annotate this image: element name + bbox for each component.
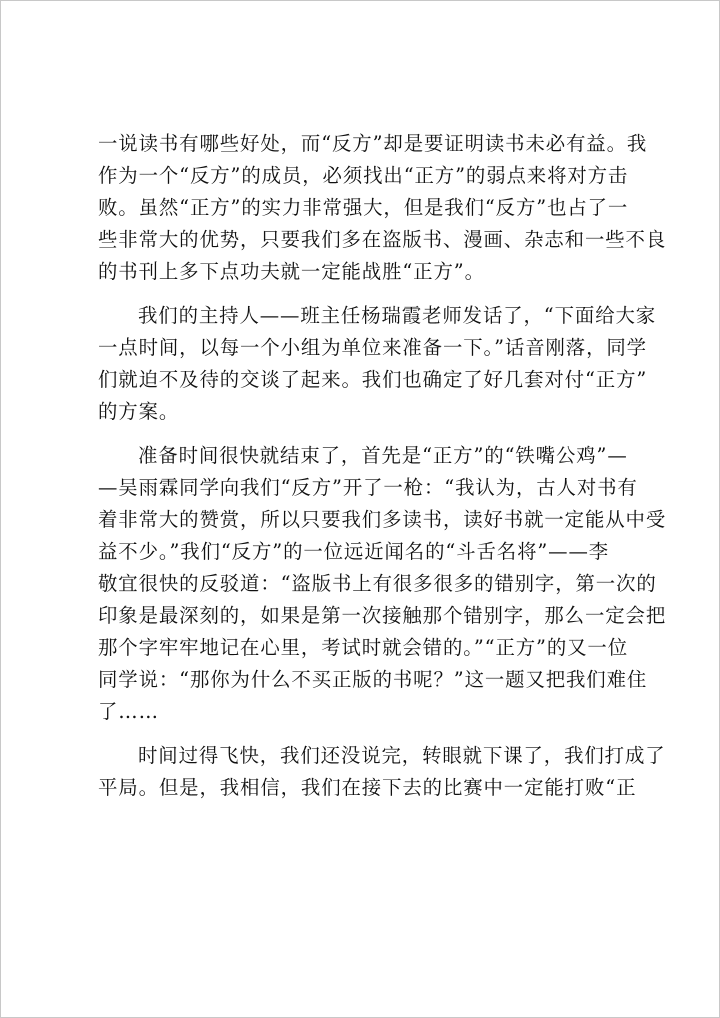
paragraph-line: 一点时间，以每一个小组为单位来准备一下。”话音刚落，同学 (98, 336, 647, 359)
paragraph-3 (98, 440, 667, 728)
paragraph-line: 们就迫不及待的交谈了起来。我们也确定了好几套对付“正方” (98, 368, 648, 391)
paragraph-line: 了…… (98, 700, 159, 723)
paragraph-line: 准备时间很快就结束了，首先是“正方”的“铁嘴公鸡”— (138, 444, 628, 467)
paragraph-gap (98, 728, 640, 740)
paragraph-line: 一说读书有哪些好处，而“反方”却是要证明读书未必有益。我 (98, 132, 648, 155)
paragraph-gap (98, 428, 640, 440)
paragraph-line: 些非常大的优势，只要我们多在盗版书、漫画、杂志和一些不良 (98, 228, 667, 251)
paragraph-line: 的方案。 (98, 400, 180, 423)
paragraph-4 (98, 740, 666, 804)
paragraph-line: 敬宜很快的反驳道：“盗版书上有很多很多的错别字，第一次的 (98, 572, 657, 595)
paragraph-gap (98, 288, 640, 300)
paragraph-line: 作为一个“反方”的成员，必须找出“正方”的弱点来将对方击 (98, 164, 629, 187)
paragraph-line: 我们的主持人——班主任杨瑞霞老师发话了，“下面给大家 (138, 304, 657, 327)
paragraph-1 (98, 128, 667, 288)
paragraph-line: 印象是最深刻的，如果是第一次接触那个错别字，那么一定会把 (98, 604, 667, 627)
paragraph-line: 益不少。”我们“反方”的一位远近闻名的“斗舌名将”——李 (98, 540, 610, 563)
paragraph-line: 败。虽然“正方”的实力非常强大，但是我们“反方”也占了一 (98, 196, 629, 219)
paragraph-line: —吴雨霖同学向我们“反方”开了一枪：“我认为，古人对书有 (98, 476, 638, 499)
paragraph-line: 平局。但是，我相信，我们在接下去的比赛中一定能打败“正 (98, 776, 637, 799)
paragraph-line: 同学说：“那你为什么不买正版的书呢？”这一题又把我们难住 (98, 668, 648, 691)
paragraph-2 (98, 300, 657, 428)
paragraph-line: 着非常大的赞赏，所以只要我们多读书，读好书就一定能从中受 (98, 508, 667, 531)
paragraph-line: 那个字牢牢地记在心里，考试时就会错的。”“正方”的又一位 (98, 636, 629, 659)
document-body (98, 128, 667, 804)
paragraph-line: 的书刊上多下点功夫就一定能战胜“正方”。 (98, 260, 485, 283)
paragraph-line: 时间过得飞快，我们还没说完，转眼就下课了，我们打成了 (138, 744, 666, 767)
